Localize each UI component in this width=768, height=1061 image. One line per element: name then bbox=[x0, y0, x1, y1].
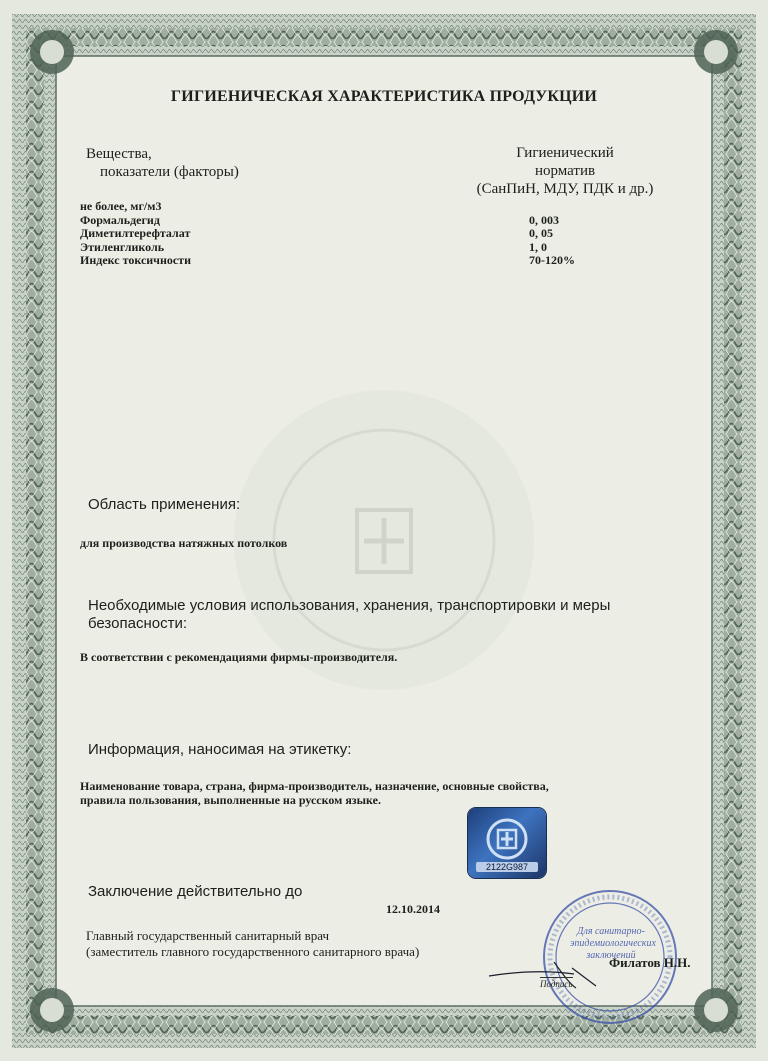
norm-header-line2: норматив bbox=[534, 163, 596, 179]
label-info-label: Информация, наносимая на этикетку: bbox=[88, 741, 352, 758]
norm-values bbox=[529, 214, 575, 268]
conditions-text: В соответствии с рекомендациями фирмы-производителя. bbox=[80, 650, 398, 664]
substance-name: Индекс токсичности bbox=[80, 253, 191, 267]
norm-value: 0, 05 bbox=[529, 226, 553, 240]
conditions-label bbox=[88, 597, 610, 633]
norm-value: 70-120% bbox=[529, 253, 575, 267]
conditions-label-line2: безопасности: bbox=[88, 615, 187, 632]
substance-name: Формальдегид bbox=[80, 212, 160, 227]
scope-label: Область применения: bbox=[88, 496, 241, 513]
validity-date: 12.10.2014 bbox=[386, 902, 440, 916]
signatory-title bbox=[86, 928, 419, 960]
hologram-sticker bbox=[468, 808, 546, 878]
norm-header-line3: (СанПиН, МДУ, ПДК и др.) bbox=[476, 181, 654, 197]
document-title: ГИГИЕНИЧЕСКАЯ ХАРАКТЕРИСТИКА ПРОДУКЦИИ bbox=[170, 88, 598, 105]
stamp-text: Для санитарно-эпидемиологических заключений bbox=[570, 926, 656, 961]
signature-label: Подпись bbox=[540, 979, 573, 989]
signatory-title-line1: Главный государственный санитарный врач bbox=[86, 928, 330, 943]
scope-text: для производства натяжных потолков bbox=[80, 536, 288, 550]
label-info-text-line1: Наименование товара, страна, фирма-производитель, назначение, основные свойства, bbox=[80, 779, 549, 793]
hologram-code: 2122G987 bbox=[476, 862, 538, 872]
substance-name: Этиленгликоль bbox=[80, 239, 165, 254]
substances-header bbox=[86, 145, 239, 181]
norm-header bbox=[455, 144, 675, 198]
validity-label: Заключение действительно до bbox=[88, 883, 303, 900]
signatory-name: Филатов Н.Н. bbox=[609, 955, 691, 970]
unit-label: не более, мг/м3 bbox=[80, 199, 162, 213]
substances-list bbox=[80, 200, 191, 268]
label-info-text-line2: правила пользования, выполненные на русском языке. bbox=[80, 793, 381, 807]
conditions-label-line1: Необходимые условия использования, хранения, транспортировки и меры bbox=[88, 597, 611, 614]
substances-header-line1: Вещества, bbox=[86, 146, 152, 162]
norm-value: 0, 003 bbox=[529, 212, 559, 227]
norm-value: 1, 0 bbox=[529, 239, 547, 254]
substances-header-line2: показатели (факторы) bbox=[100, 164, 239, 180]
signatory-title-line2: (заместитель главного государственного санитарного врача) bbox=[86, 944, 420, 959]
substance-name: Диметилтерефталат bbox=[80, 226, 191, 240]
norm-header-line1: Гигиенический bbox=[516, 145, 614, 161]
label-info-text bbox=[80, 779, 549, 807]
